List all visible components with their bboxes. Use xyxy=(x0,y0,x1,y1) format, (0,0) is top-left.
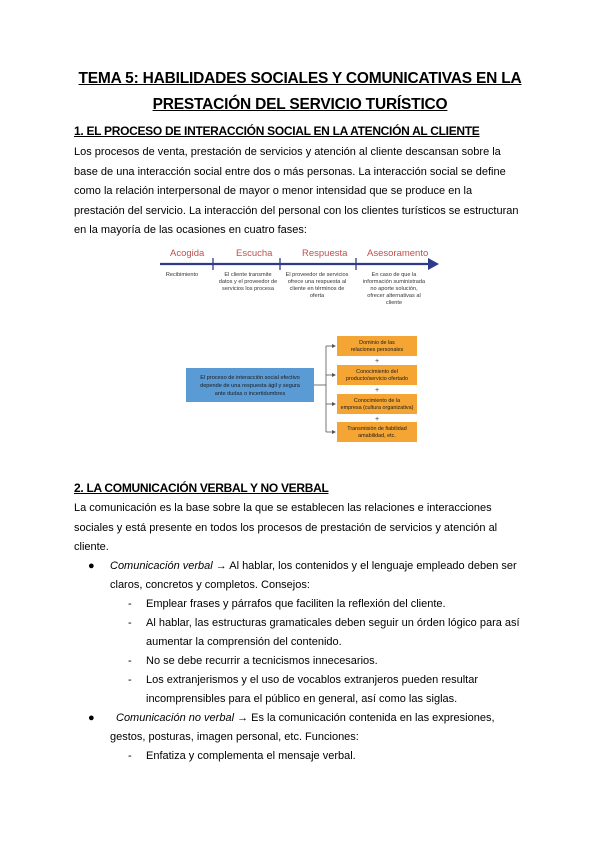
factor-text: Conocimiento de la xyxy=(353,398,401,404)
verbal-description: Al hablar, los contenidos y el lenguaje empleado deben ser xyxy=(226,560,517,572)
phase-description-asesoramento: cliente xyxy=(385,300,403,306)
dash-icon: - xyxy=(128,655,132,667)
factor-text: Transmisión de fiabilidad xyxy=(347,426,407,432)
paragraph-line: sociales y está presente en todos los procesos de prestación de servicios y atención al xyxy=(74,521,498,534)
verbal-bullet-continuation: claros, concretos y completos. Consejos: xyxy=(110,579,310,591)
bullet-icon: ● xyxy=(88,712,95,724)
verbal-tip-line: Emplear frases y párrafos que faciliten la reflexión del cliente. xyxy=(146,598,446,610)
phase-label-respuesta: Respuesta xyxy=(302,248,348,259)
nonverbal-bullet-continuation: gestos, posturas, imagen personal, etc. Funciones: xyxy=(110,731,359,743)
verbal-tip-line: incomprensibles para el público en general, así como las siglas. xyxy=(146,693,458,705)
main-concept-text: El proceso de interacción social efectivo xyxy=(200,375,300,381)
main-concept-text: depende de una respuesta ágil y segura xyxy=(200,383,300,389)
verbal-tip-line: Los extranjerismos y el uso de vocablos extranjeros pueden resultar xyxy=(146,674,479,686)
nonverbal-function-line: Enfatiza y complementa el mensaje verbal. xyxy=(146,750,356,762)
phase-label-escucha: Escucha xyxy=(236,248,273,259)
phase-description-escucha: datos y el proveedor de xyxy=(218,279,278,285)
connector-arrow-icon xyxy=(332,430,336,434)
phase-label-acogida: Acogida xyxy=(170,248,205,259)
dash-icon: - xyxy=(128,674,132,686)
factor-text: amabilidad, etc. xyxy=(358,433,396,439)
phase-description-asesoramento: información suministrada xyxy=(362,279,426,285)
section-1-paragraph xyxy=(74,143,534,241)
main-concept-text: ante dudas o incertidumbres xyxy=(214,391,286,397)
phase-description-respuesta: El proveedor de servicios xyxy=(285,272,349,278)
phase-description-acogida: Recibimiento xyxy=(165,272,199,278)
phase-description-respuesta: oferta xyxy=(309,293,325,299)
phase-label-asesoramento: Asesoramento xyxy=(367,248,429,259)
factor-text: producto/servicio ofertado xyxy=(345,376,409,382)
section-2-paragraph xyxy=(74,499,534,558)
factor-box xyxy=(337,365,417,385)
verbal-tip-line: aumentar la comprensión del contenido. xyxy=(146,636,342,648)
factor-box xyxy=(337,422,417,442)
phase-description-respuesta: ofrece una respuesta al xyxy=(287,279,347,285)
dash-icon: - xyxy=(128,598,132,610)
factor-text: relaciones personales xyxy=(350,347,404,353)
arrow-icon: → xyxy=(215,560,227,572)
document-title-line-2: PRESTACIÓN DEL SERVICIO TURÍSTICO xyxy=(152,96,448,113)
paragraph-line: Los procesos de venta, prestación de servicios y atención al cliente descansan sobre la xyxy=(74,146,501,158)
document-title-line-1: TEMA 5: HABILIDADES SOCIALES Y COMUNICATIVAS EN LA xyxy=(78,70,522,87)
verbal-tip-line: No se debe recurrir a tecnicismos innecesarios. xyxy=(146,655,378,667)
verbal-term: Comunicación verbal xyxy=(110,560,213,572)
factor-text: Conocimiento del xyxy=(356,369,398,375)
section-1-heading: 1. EL PROCESO DE INTERACCIÓN SOCIAL EN LA ATENCIÓN AL CLIENTE xyxy=(74,124,480,138)
verbal-bullet-line xyxy=(110,557,517,577)
phase-description-respuesta: cliente en términos de xyxy=(289,286,345,292)
interaction-factors-diagram xyxy=(180,334,425,444)
section-2-heading: 2. LA COMUNICACIÓN VERBAL Y NO VERBAL xyxy=(74,481,329,495)
arrow-icon: → xyxy=(237,712,249,724)
dash-icon: - xyxy=(128,617,132,629)
nonverbal-term: Comunicación no verbal xyxy=(116,712,235,724)
nonverbal-bullet-line xyxy=(116,709,495,729)
paragraph-line: en la mayoría de las ocasiones en cuatro fases: xyxy=(74,224,307,236)
phase-description-escucha: El cliente transmite xyxy=(224,272,272,278)
paragraph-line: base de una interacción social entre dos o más personas. La interacción social se define xyxy=(74,165,506,178)
phase-description-asesoramento: En caso de que la xyxy=(371,272,417,278)
phase-description-escucha: servicios los procesa xyxy=(222,286,274,292)
paragraph-line: La comunicación es la base sobre la que se establecen las relaciones e interacciones xyxy=(74,502,492,514)
paragraph-line: prestación del servicio. La interacción del personal con los clientes turísticos se estructuran xyxy=(74,204,519,217)
connector-arrow-icon xyxy=(332,344,336,348)
phase-description-asesoramento: ofrecer alternativas al xyxy=(367,293,421,299)
verbal-tip-line: Al hablar, las estructuras gramaticales deben seguir un órden lógico para así xyxy=(146,617,520,629)
paragraph-line: cliente. xyxy=(74,541,109,553)
dash-icon: - xyxy=(128,750,132,762)
bullet-icon: ● xyxy=(88,560,95,572)
nonverbal-description: Es la comunicación contenida en las expresiones, xyxy=(248,712,495,724)
paragraph-line: como la relación interpersonal de mayor o menor intensidad que se produce en la xyxy=(74,185,473,197)
phases-timeline-figure xyxy=(160,244,445,314)
factor-box xyxy=(337,394,417,414)
factor-text: Dominio de las xyxy=(359,340,395,346)
plus-sign: + xyxy=(374,358,380,365)
plus-sign: + xyxy=(374,416,380,423)
factor-text: empresa (cultura organizativa) xyxy=(340,405,414,411)
connector-arrow-icon xyxy=(332,373,336,377)
factor-box xyxy=(337,336,417,356)
plus-sign: + xyxy=(374,387,380,394)
connector-arrow-icon xyxy=(332,402,336,406)
timeline-arrowhead-icon xyxy=(428,258,439,270)
phase-description-asesoramento: no aporte solución, xyxy=(370,286,418,292)
